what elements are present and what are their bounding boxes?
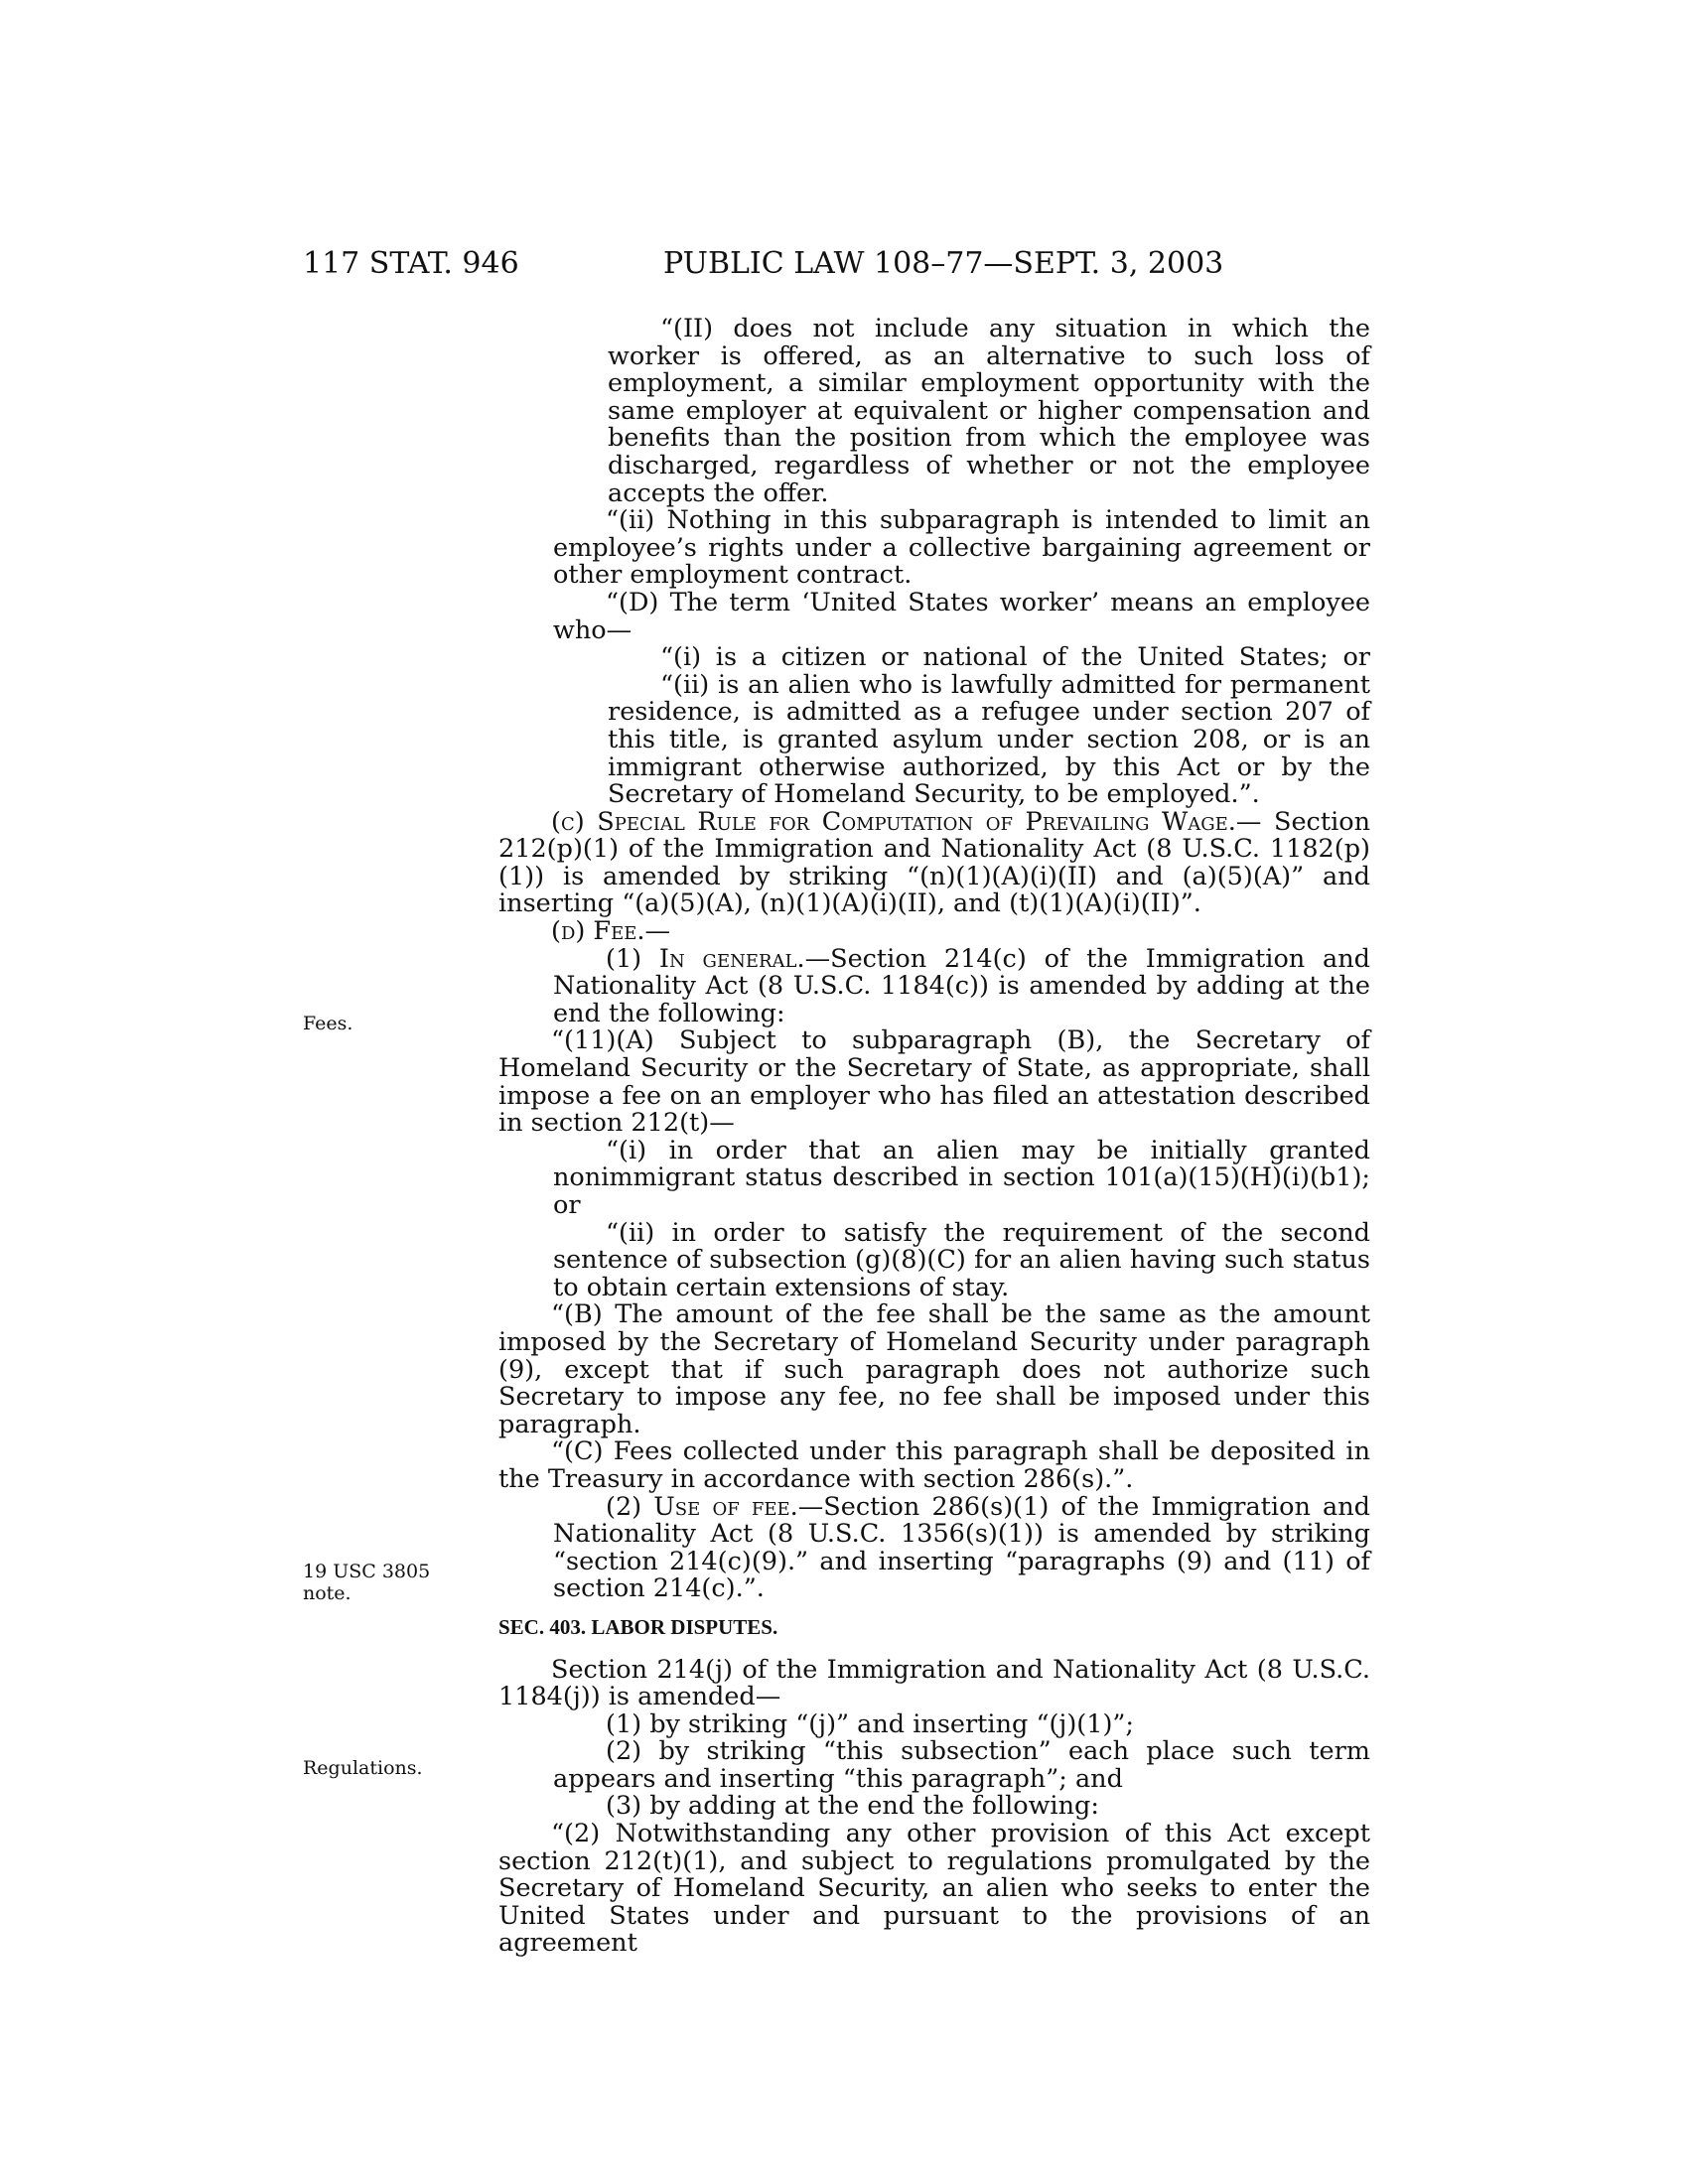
subsection-c <box>498 806 1371 919</box>
section-403-item-1: (1) by striking “(j)” and inserting “(j)(1)”; <box>606 1708 1135 1739</box>
section-403-item-2: (2) by striking “this subsection” each place such term appears and inserting “this paragraph”; and <box>553 1736 1370 1794</box>
clause-ii-alien: “(ii) is an alien who is lawfully admitted for permanent residence, is admitted as a refugee under section 207 of this title, is granted asylum under section 208, or is an immigrant otherwise authorized, by this Act or by the Secretary of Homeland Security, to be employed.”. <box>608 669 1370 810</box>
subsection-d-heading: (d) Fee.— <box>551 916 671 947</box>
subparagraph-d: “(D) The term ‘United States worker’ means an employee who— <box>553 587 1370 645</box>
running-header <box>303 244 1370 284</box>
clause-11a-i: “(i) in order that an alien may be initially granted nonimmigrant status described in section 101(a)(15)(H)(i)(b1); or <box>553 1135 1370 1220</box>
paragraph-d2 <box>498 1491 1370 1604</box>
section-403-intro: Section 214(j) of the Immigration and Nationality Act (8 U.S.C. 1184(j)) is amended— <box>498 1654 1370 1712</box>
subsection-c-text: Section 212(p)(1) of the Immigration and Nationality Act (8 U.S.C. 1182(p)(1)) is amended by striking “(n)(1)(A)(i)(II) and (a)(5)(A)” and inserting “(a)(5)(A), (n)(1)(A)(i)(II), and (t)(1)(A)(i)(II)”. <box>498 806 1371 919</box>
clause-i-citizen: “(i) is a citizen or national of the United States; or <box>660 642 1370 673</box>
statute-page-number: 117 STAT. 946 <box>303 246 519 281</box>
paragraph-11a: “(11)(A) Subject to subparagraph (B), the Secretary of Homeland Security or the Secretary of State, as appropriate, shall impose a fee on an employer who has filed an attestation described in section 212(t)— <box>498 1025 1370 1139</box>
paragraph-d1-heading: (1) In general.— <box>606 943 831 974</box>
paragraph-d1 <box>498 943 1370 1028</box>
clause-ii-upper: “(II) does not include any situation in which the worker is offered, as an alternative to such loss of employment, a similar employment opportunity with the same employer at equivalent or higher compensation and benefits than the position from which the employee was discharged, regardless of whether or not the employee accepts the offer. <box>608 314 1370 508</box>
clause-ii-lower: “(ii) Nothing in this subparagraph is intended to limit an employee’s rights under a collective bargaining agreement or other employment contract. <box>553 505 1370 591</box>
subsection-c-heading: (c) Special Rule for Computation of Prevailing Wage.— <box>551 806 1262 837</box>
paragraph-11c: “(C) Fees collected under this paragraph shall be deposited in the Treasury in accordance with section 286(s).”. <box>498 1436 1370 1494</box>
margin-note-regulations: Regulations. <box>303 1757 423 1779</box>
statute-text <box>498 316 1370 1958</box>
margin-note-fees: Fees. <box>303 1013 353 1034</box>
margin-note-usc-line2: note. <box>303 1582 352 1604</box>
paragraph-d2-text: Section 286(s)(1) of the Immigration and Nationality Act (8 U.S.C. 1356(s)(1)) is amended by striking “section 214(c)(9).” and inserting “paragraphs (9) and (11) of section 214(c).”. <box>553 1491 1370 1604</box>
paragraph-11b: “(B) The amount of the fee shall be the same as the amount imposed by the Secretary of Homeland Security under paragraph (9), except that if such paragraph does not authorize such Secretary to impose any fee, no fee shall be imposed under this paragraph. <box>498 1299 1370 1439</box>
section-403-heading: SEC. 403. LABOR DISPUTES. <box>498 1614 778 1639</box>
public-law-title: PUBLIC LAW 108–77—SEPT. 3, 2003 <box>663 246 1224 281</box>
section-403-paragraph-2: “(2) Notwithstanding any other provision of this Act except section 212(t)(1), and subject to regulations promulgated by the Secretary of Homeland Security, an alien who seeks to enter the United States under and pursuant to the provisions of an agreement <box>498 1819 1370 1959</box>
paragraph-d2-heading: (2) Use of fee.— <box>606 1491 824 1522</box>
margin-note-usc <box>303 1561 462 1604</box>
clause-11a-ii: “(ii) in order to satisfy the requirement of the second sentence of subsection (g)(8)(C) for an alien having such status to obtain certain extensions of stay. <box>553 1217 1370 1302</box>
section-403-item-3: (3) by adding at the end the following: <box>606 1791 1099 1822</box>
paragraph-d1-text: Section 214(c) of the Immigration and Nationality Act (8 U.S.C. 1184(c)) is amended by adding at the end the following: <box>553 943 1370 1028</box>
margin-note-usc-line1: 19 USC 3805 <box>303 1561 431 1582</box>
